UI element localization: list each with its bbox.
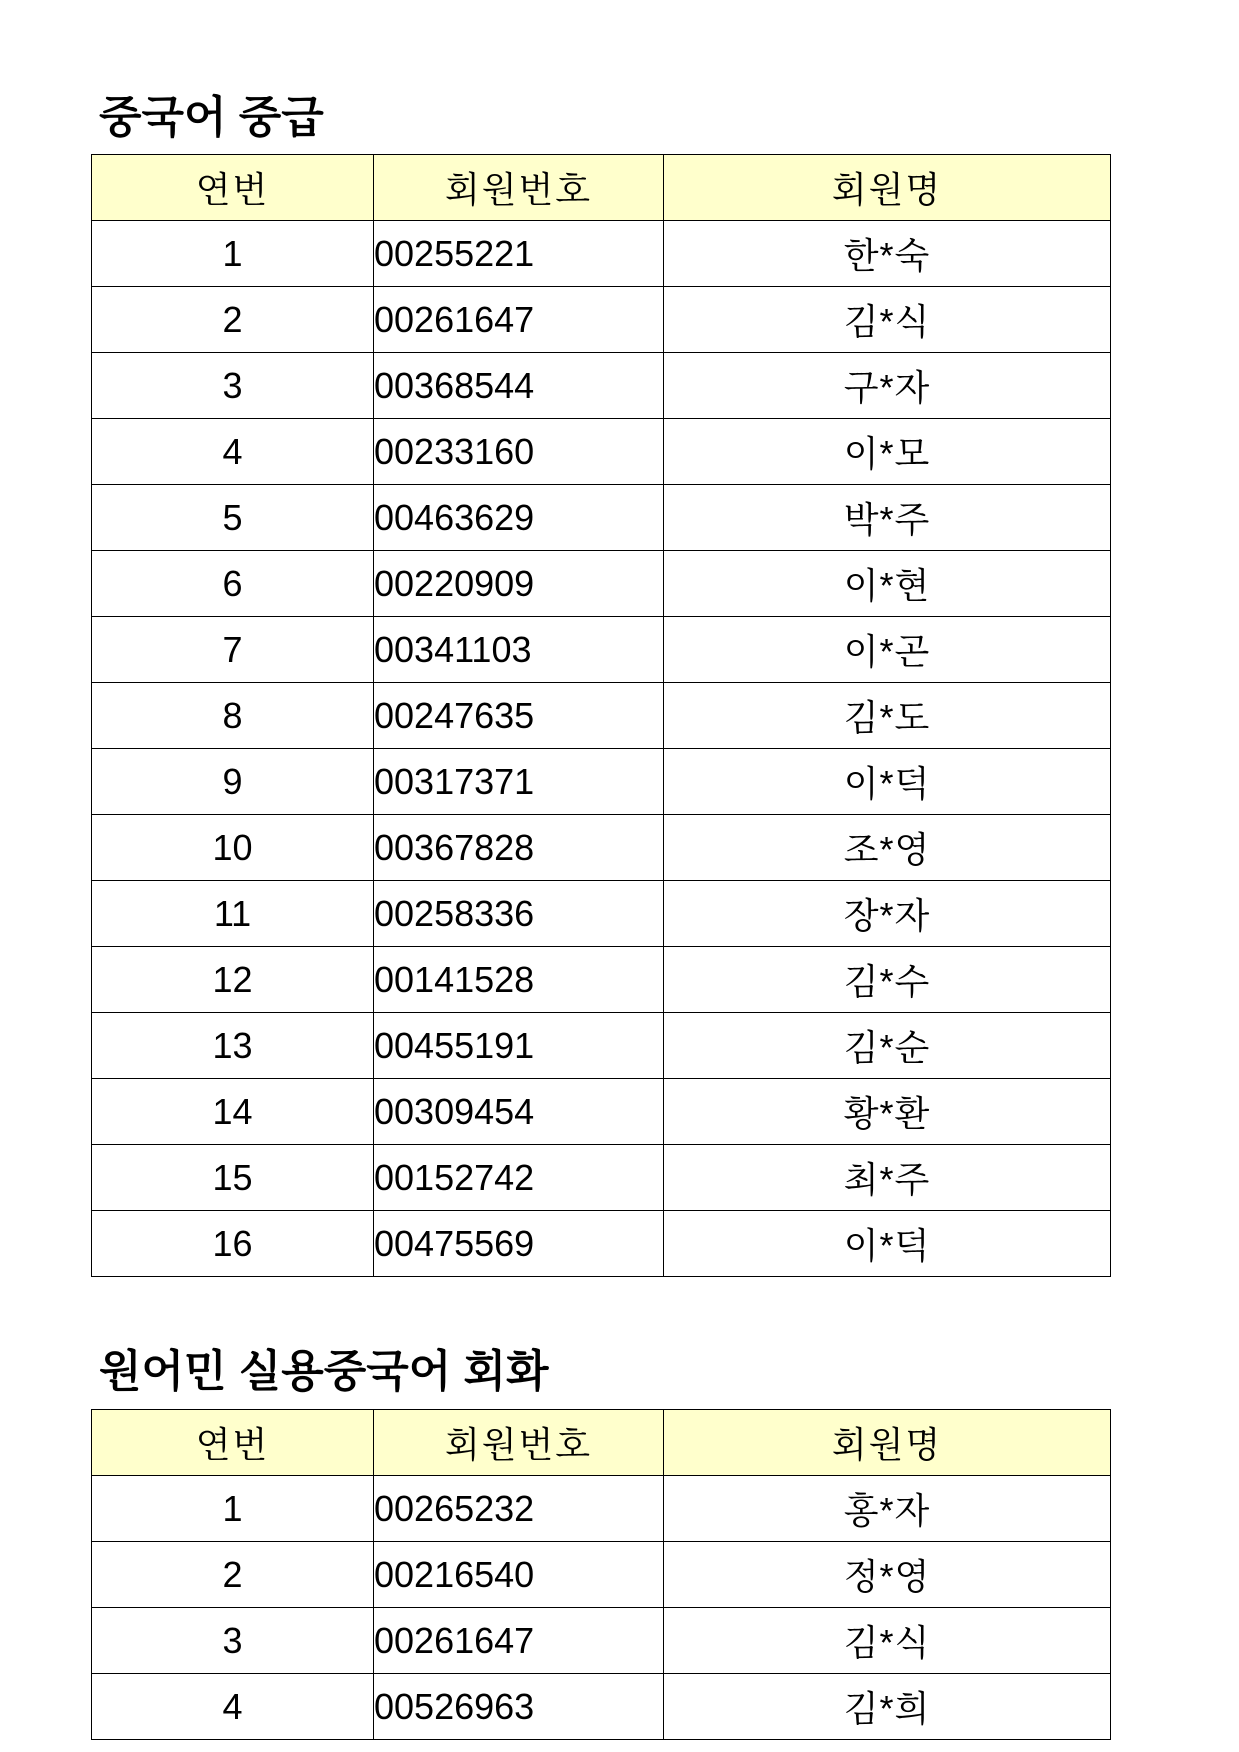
- table-header-row: [92, 155, 1111, 221]
- cell-member-name: 김*식: [664, 1608, 1111, 1674]
- cell-member-number: 00247635: [374, 683, 664, 749]
- cell-member-number: 00265232: [374, 1476, 664, 1542]
- cell-seq: 5: [92, 485, 374, 551]
- table-row: [92, 551, 1111, 617]
- cell-member-name: 홍*자: [664, 1476, 1111, 1542]
- cell-member-name: 구*자: [664, 353, 1111, 419]
- cell-member-name: 이*곤: [664, 617, 1111, 683]
- section-title-native-conversation: 원어민 실용중국어 회화: [99, 1347, 549, 1396]
- table-header-row: [92, 1410, 1111, 1476]
- cell-member-number: 00216540: [374, 1542, 664, 1608]
- table-row: [92, 1145, 1111, 1211]
- cell-member-number: 00152742: [374, 1145, 664, 1211]
- table-row: [92, 683, 1111, 749]
- cell-member-name: 정*영: [664, 1542, 1111, 1608]
- table-body: [92, 221, 1111, 1277]
- cell-member-name: 김*순: [664, 1013, 1111, 1079]
- cell-member-name: 박*주: [664, 485, 1111, 551]
- cell-member-name: 이*모: [664, 419, 1111, 485]
- cell-member-number: 00220909: [374, 551, 664, 617]
- cell-seq: 13: [92, 1013, 374, 1079]
- cell-seq: 4: [92, 419, 374, 485]
- table-row: [92, 947, 1111, 1013]
- table-row: [92, 1542, 1111, 1608]
- cell-seq: 6: [92, 551, 374, 617]
- cell-member-number: 00261647: [374, 287, 664, 353]
- cell-member-number: 00455191: [374, 1013, 664, 1079]
- cell-member-number: 00141528: [374, 947, 664, 1013]
- cell-seq: 1: [92, 221, 374, 287]
- cell-seq: 9: [92, 749, 374, 815]
- table-header: [92, 1410, 1111, 1476]
- cell-member-number: 00367828: [374, 815, 664, 881]
- cell-seq: 7: [92, 617, 374, 683]
- table-body: [92, 1476, 1111, 1740]
- header-cell-member-number: 회원번호: [374, 155, 664, 221]
- table-row: [92, 1608, 1111, 1674]
- header-cell-member-name: 회원명: [664, 1410, 1111, 1476]
- table-row: [92, 749, 1111, 815]
- cell-member-name: 김*도: [664, 683, 1111, 749]
- table-row: [92, 221, 1111, 287]
- header-cell-seq: 연번: [92, 155, 374, 221]
- section-title-chinese-intermediate: 중국어 중급: [99, 93, 324, 142]
- cell-member-number: 00255221: [374, 221, 664, 287]
- cell-member-name: 조*영: [664, 815, 1111, 881]
- cell-member-name: 김*식: [664, 287, 1111, 353]
- table-row: [92, 1013, 1111, 1079]
- table-row: [92, 1674, 1111, 1740]
- cell-seq: 16: [92, 1211, 374, 1277]
- cell-member-name: 이*현: [664, 551, 1111, 617]
- cell-member-number: 00341103: [374, 617, 664, 683]
- table-row: [92, 419, 1111, 485]
- cell-seq: 2: [92, 287, 374, 353]
- member-table-native-conversation: [91, 1409, 1111, 1740]
- cell-member-number: 00463629: [374, 485, 664, 551]
- table-row: [92, 881, 1111, 947]
- cell-member-number: 00317371: [374, 749, 664, 815]
- cell-member-number: 00368544: [374, 353, 664, 419]
- table-row: [92, 353, 1111, 419]
- table-row: [92, 1476, 1111, 1542]
- header-cell-member-name: 회원명: [664, 155, 1111, 221]
- cell-seq: 8: [92, 683, 374, 749]
- cell-seq: 12: [92, 947, 374, 1013]
- cell-member-name: 장*자: [664, 881, 1111, 947]
- cell-seq: 3: [92, 1608, 374, 1674]
- table-row: [92, 485, 1111, 551]
- table-row: [92, 617, 1111, 683]
- table-row: [92, 1079, 1111, 1145]
- cell-member-name: 이*덕: [664, 749, 1111, 815]
- cell-member-number: 00258336: [374, 881, 664, 947]
- cell-member-number: 00233160: [374, 419, 664, 485]
- cell-member-name: 황*환: [664, 1079, 1111, 1145]
- cell-member-name: 최*주: [664, 1145, 1111, 1211]
- table-header: [92, 155, 1111, 221]
- cell-member-name: 김*수: [664, 947, 1111, 1013]
- cell-member-name: 한*숙: [664, 221, 1111, 287]
- cell-member-number: 00526963: [374, 1674, 664, 1740]
- table-row: [92, 815, 1111, 881]
- cell-seq: 10: [92, 815, 374, 881]
- cell-seq: 1: [92, 1476, 374, 1542]
- cell-seq: 14: [92, 1079, 374, 1145]
- cell-member-number: 00475569: [374, 1211, 664, 1277]
- header-cell-member-number: 회원번호: [374, 1410, 664, 1476]
- cell-seq: 15: [92, 1145, 374, 1211]
- cell-seq: 4: [92, 1674, 374, 1740]
- table-row: [92, 287, 1111, 353]
- cell-seq: 2: [92, 1542, 374, 1608]
- cell-seq: 11: [92, 881, 374, 947]
- cell-member-name: 이*덕: [664, 1211, 1111, 1277]
- cell-member-number: 00261647: [374, 1608, 664, 1674]
- table-row: [92, 1211, 1111, 1277]
- header-cell-seq: 연번: [92, 1410, 374, 1476]
- cell-member-number: 00309454: [374, 1079, 664, 1145]
- cell-member-name: 김*희: [664, 1674, 1111, 1740]
- cell-seq: 3: [92, 353, 374, 419]
- member-table-chinese-intermediate: [91, 154, 1111, 1277]
